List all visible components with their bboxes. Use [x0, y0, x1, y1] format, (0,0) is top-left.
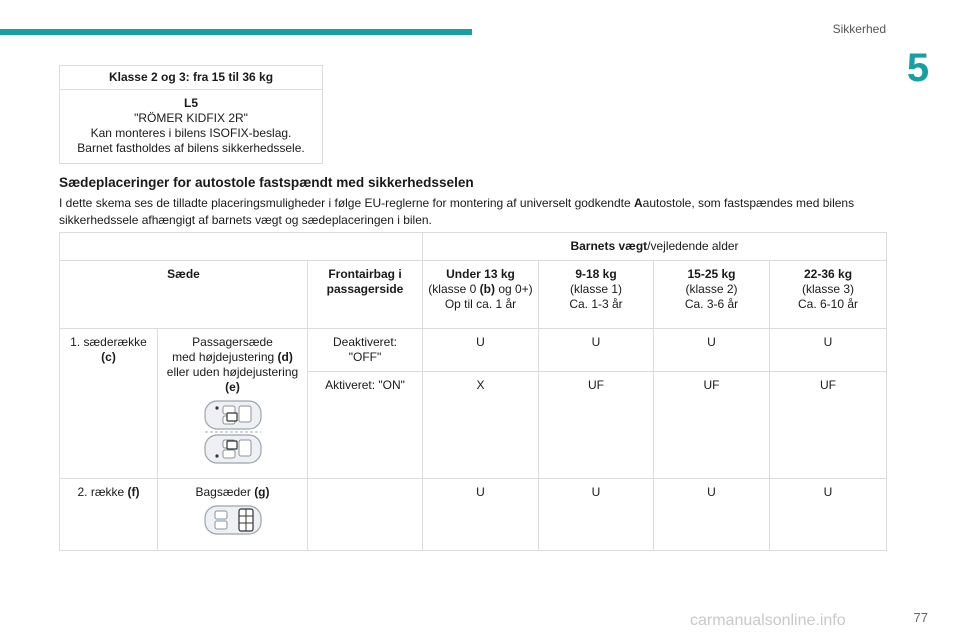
table-cell: U [539, 479, 654, 551]
top-accent-bar [0, 29, 472, 35]
airbag-column-header: Frontairbag i passagerside [308, 261, 423, 329]
table-cell: U [770, 329, 887, 372]
weight-column-header: Under 13 kg (klasse 0 (b) og 0+) Op til ca. 1 år [423, 261, 539, 329]
seat-placement-table [59, 232, 887, 551]
intro-paragraph: I dette skema ses de tilladte placeringsmuligheder i følge EU-reglerne for montering af universelt godkendte Aautostole, som fastspændes med bilens sikkerhedssele afhængigt af barnets vægt og sædeplaceringen i bilen. [59, 196, 855, 227]
airbag-cell: Aktiveret: "ON" [308, 372, 423, 479]
table-row-label: 2. række (f) [60, 479, 158, 551]
table-header: Klasse 2 og 3: fra 15 til 36 kg [60, 66, 323, 90]
table-cell: U [423, 329, 539, 372]
table-cell: UF [770, 372, 887, 479]
table-cell: U [654, 329, 770, 372]
table-cell: X [423, 372, 539, 479]
table-cell: Passagersæde med højdejustering (d) eller uden højdejustering (e) [158, 329, 308, 479]
seat-column-header: Sæde [60, 261, 308, 329]
airbag-cell: Deaktiveret: "OFF" [308, 329, 423, 372]
table-cell: L5 "RÖMER KIDFIX 2R" Kan monteres i bilens ISOFIX-beslag. Barnet fastholdes af bilens sikkerhedssele. [60, 90, 323, 164]
table-cell [60, 233, 423, 261]
table-cell: U [654, 479, 770, 551]
section-heading: Sædeplaceringer for autostole fastspændt med sikkerhedsselen [59, 175, 474, 190]
weight-column-header: 15-25 kg (klasse 2) Ca. 3-6 år [654, 261, 770, 329]
car-rear-seat-icon [201, 504, 265, 536]
section-title: Sikkerhed [832, 22, 886, 36]
table-cell: Bagsæder (g) [158, 479, 308, 551]
table-cell: U [539, 329, 654, 372]
table-cell: UF [539, 372, 654, 479]
isofix-seat-table [59, 65, 323, 164]
weight-column-header: 22-36 kg (klasse 3) Ca. 6-10 år [770, 261, 887, 329]
table-cell: U [423, 479, 539, 551]
table-cell: UF [654, 372, 770, 479]
table-row-label: 1. sæderække (c) [60, 329, 158, 479]
page-number: 77 [913, 610, 928, 625]
weight-header: Barnets vægt/vejledende alder [423, 233, 887, 261]
weight-column-header: 9-18 kg (klasse 1) Ca. 1-3 år [539, 261, 654, 329]
car-front-seat-icon [201, 399, 265, 465]
chapter-number: 5 [906, 46, 930, 90]
table-cell [308, 479, 423, 551]
table-cell: U [770, 479, 887, 551]
watermark: carmanualsonline.info [690, 612, 846, 629]
